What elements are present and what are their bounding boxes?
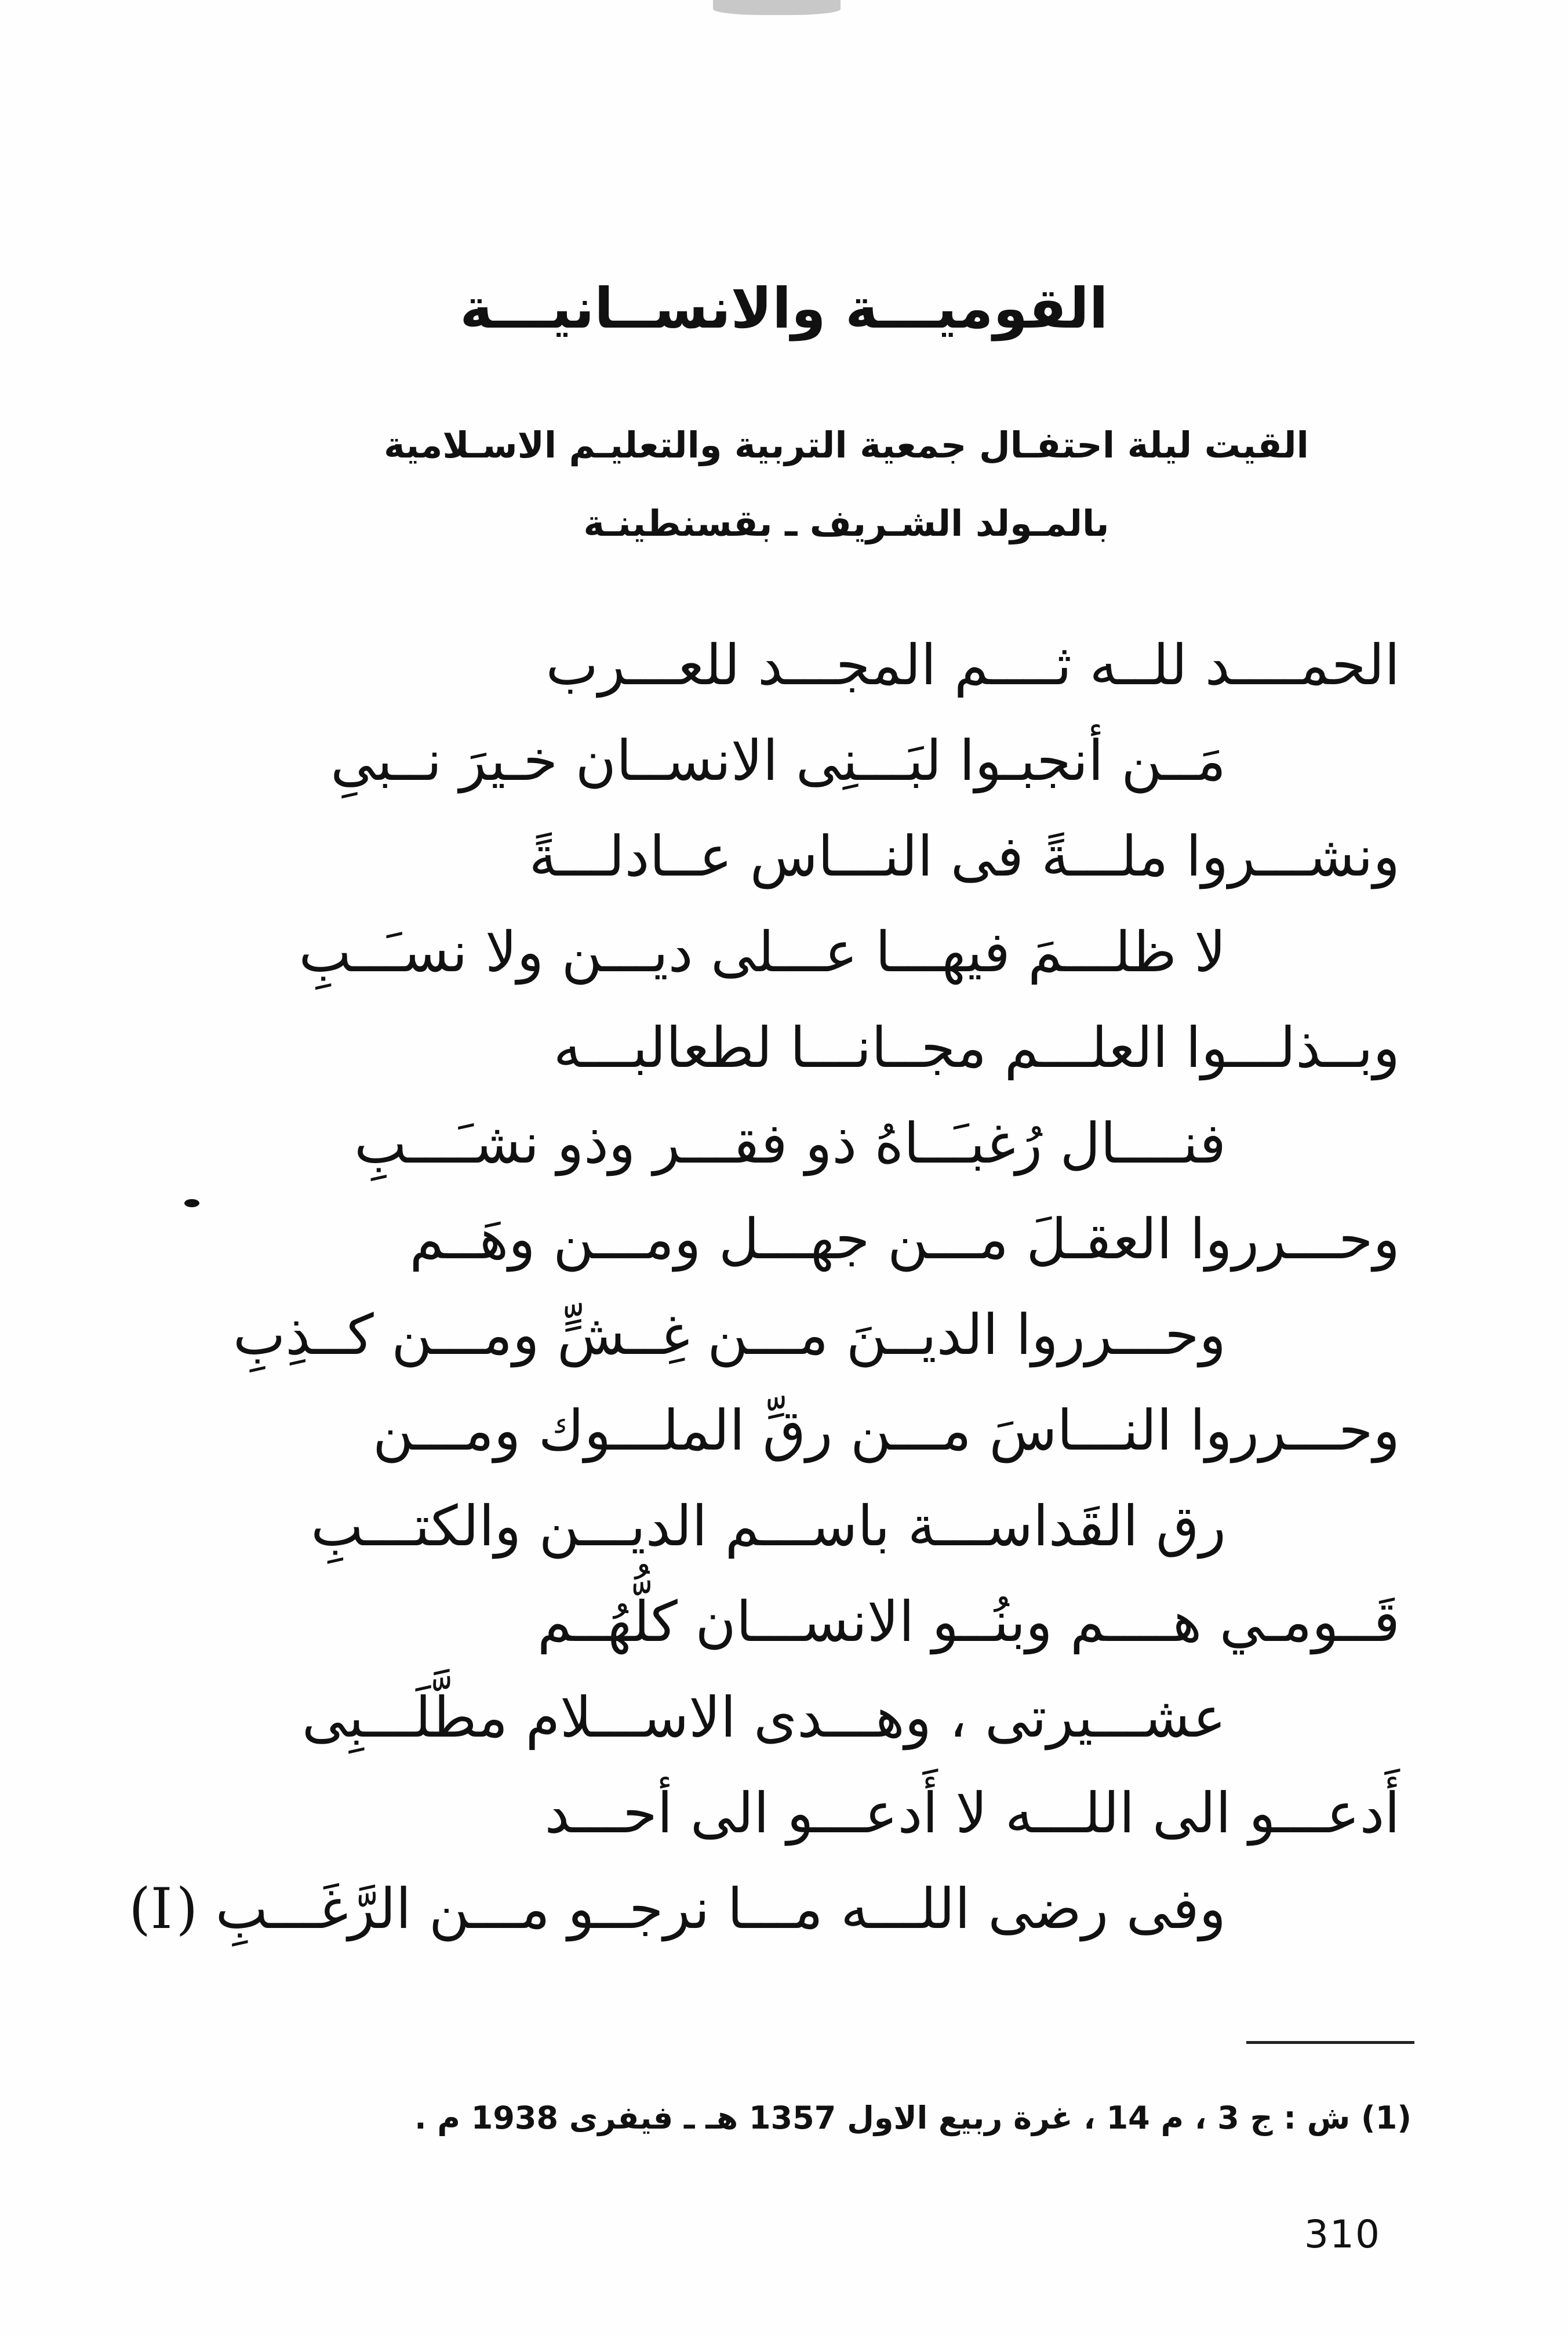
verse-line-8: وحـــرروا الديــنَ مـــن غِــشٍّ ومـــن كــذِبِ [232, 1302, 1226, 1367]
verse-line-13: أَدعـــو الى اللـــه لا أَدعـــو الى أحـــد [544, 1781, 1400, 1846]
verse-line-11: قَــومـي هــــم وبنُــو الانســـان كلُّهُــم [537, 1589, 1400, 1654]
verse-line-2: مَــن أنجبـوا لبَـــنِى الانســان خـيرَ نــبىِ [330, 728, 1226, 793]
verse-line-4: لا ظلـــمَ فيهـــا عـــلى ديـــن ولا نسـَــبِ [299, 920, 1226, 985]
verse-line-1: الحمــــد للــه ثــــم المجـــد للعـــرب [545, 633, 1400, 698]
verse-line-7: وحـــرروا العقـلَ مـــن جهـــل ومـــن وهَــم [409, 1207, 1400, 1272]
verse-line-10: رق القَداســـة باســـم الديـــن والكتـــبِ [311, 1494, 1226, 1559]
verse-line-5: وبــذلـــوا العلـــم مجــانـــا لطعالبـــه [553, 1015, 1400, 1080]
poem-occasion-line-2: بالمـولد الشـريف ـ بقسنطينـة [583, 502, 1109, 544]
verse-line-3: ونشـــروا ملـــةً فى النـــاس عــادلـــةً [529, 824, 1400, 889]
poem-occasion-line-1: القيت ليلة احتفـال جمعية التربية والتعليـم الاسـلامية [384, 424, 1309, 466]
scan-artifact [713, 0, 841, 15]
verse-line-6: فنــــال رُغبـَــاهُ ذو فقـــر وذو نشـَـــبِ [354, 1111, 1226, 1176]
verse-line-12: عشـــيرتى ، وهـــدى الاســـلام مطَّلَـــبِى [301, 1685, 1226, 1750]
footnote: (1) ش : ج 3 ، م 14 ، غرة ربيع الاول 1357 هـ ـ فيفرى 1938 م . [414, 2100, 1411, 2136]
page-number: 310 [1304, 2212, 1381, 2257]
footnote-separator [1246, 2041, 1414, 2044]
poem-title: القوميـــة والانســانيـــة [460, 276, 1108, 341]
verse-line-9: وحـــرروا النـــاسَ مـــن رقِّ الملـــوك ومـــن [373, 1398, 1400, 1463]
verse-line-14: وفى رضى اللـــه مـــا نرجــو مـــن الرَّغَـــبِ (I) [129, 1876, 1226, 1941]
ink-speck [184, 1199, 199, 1207]
